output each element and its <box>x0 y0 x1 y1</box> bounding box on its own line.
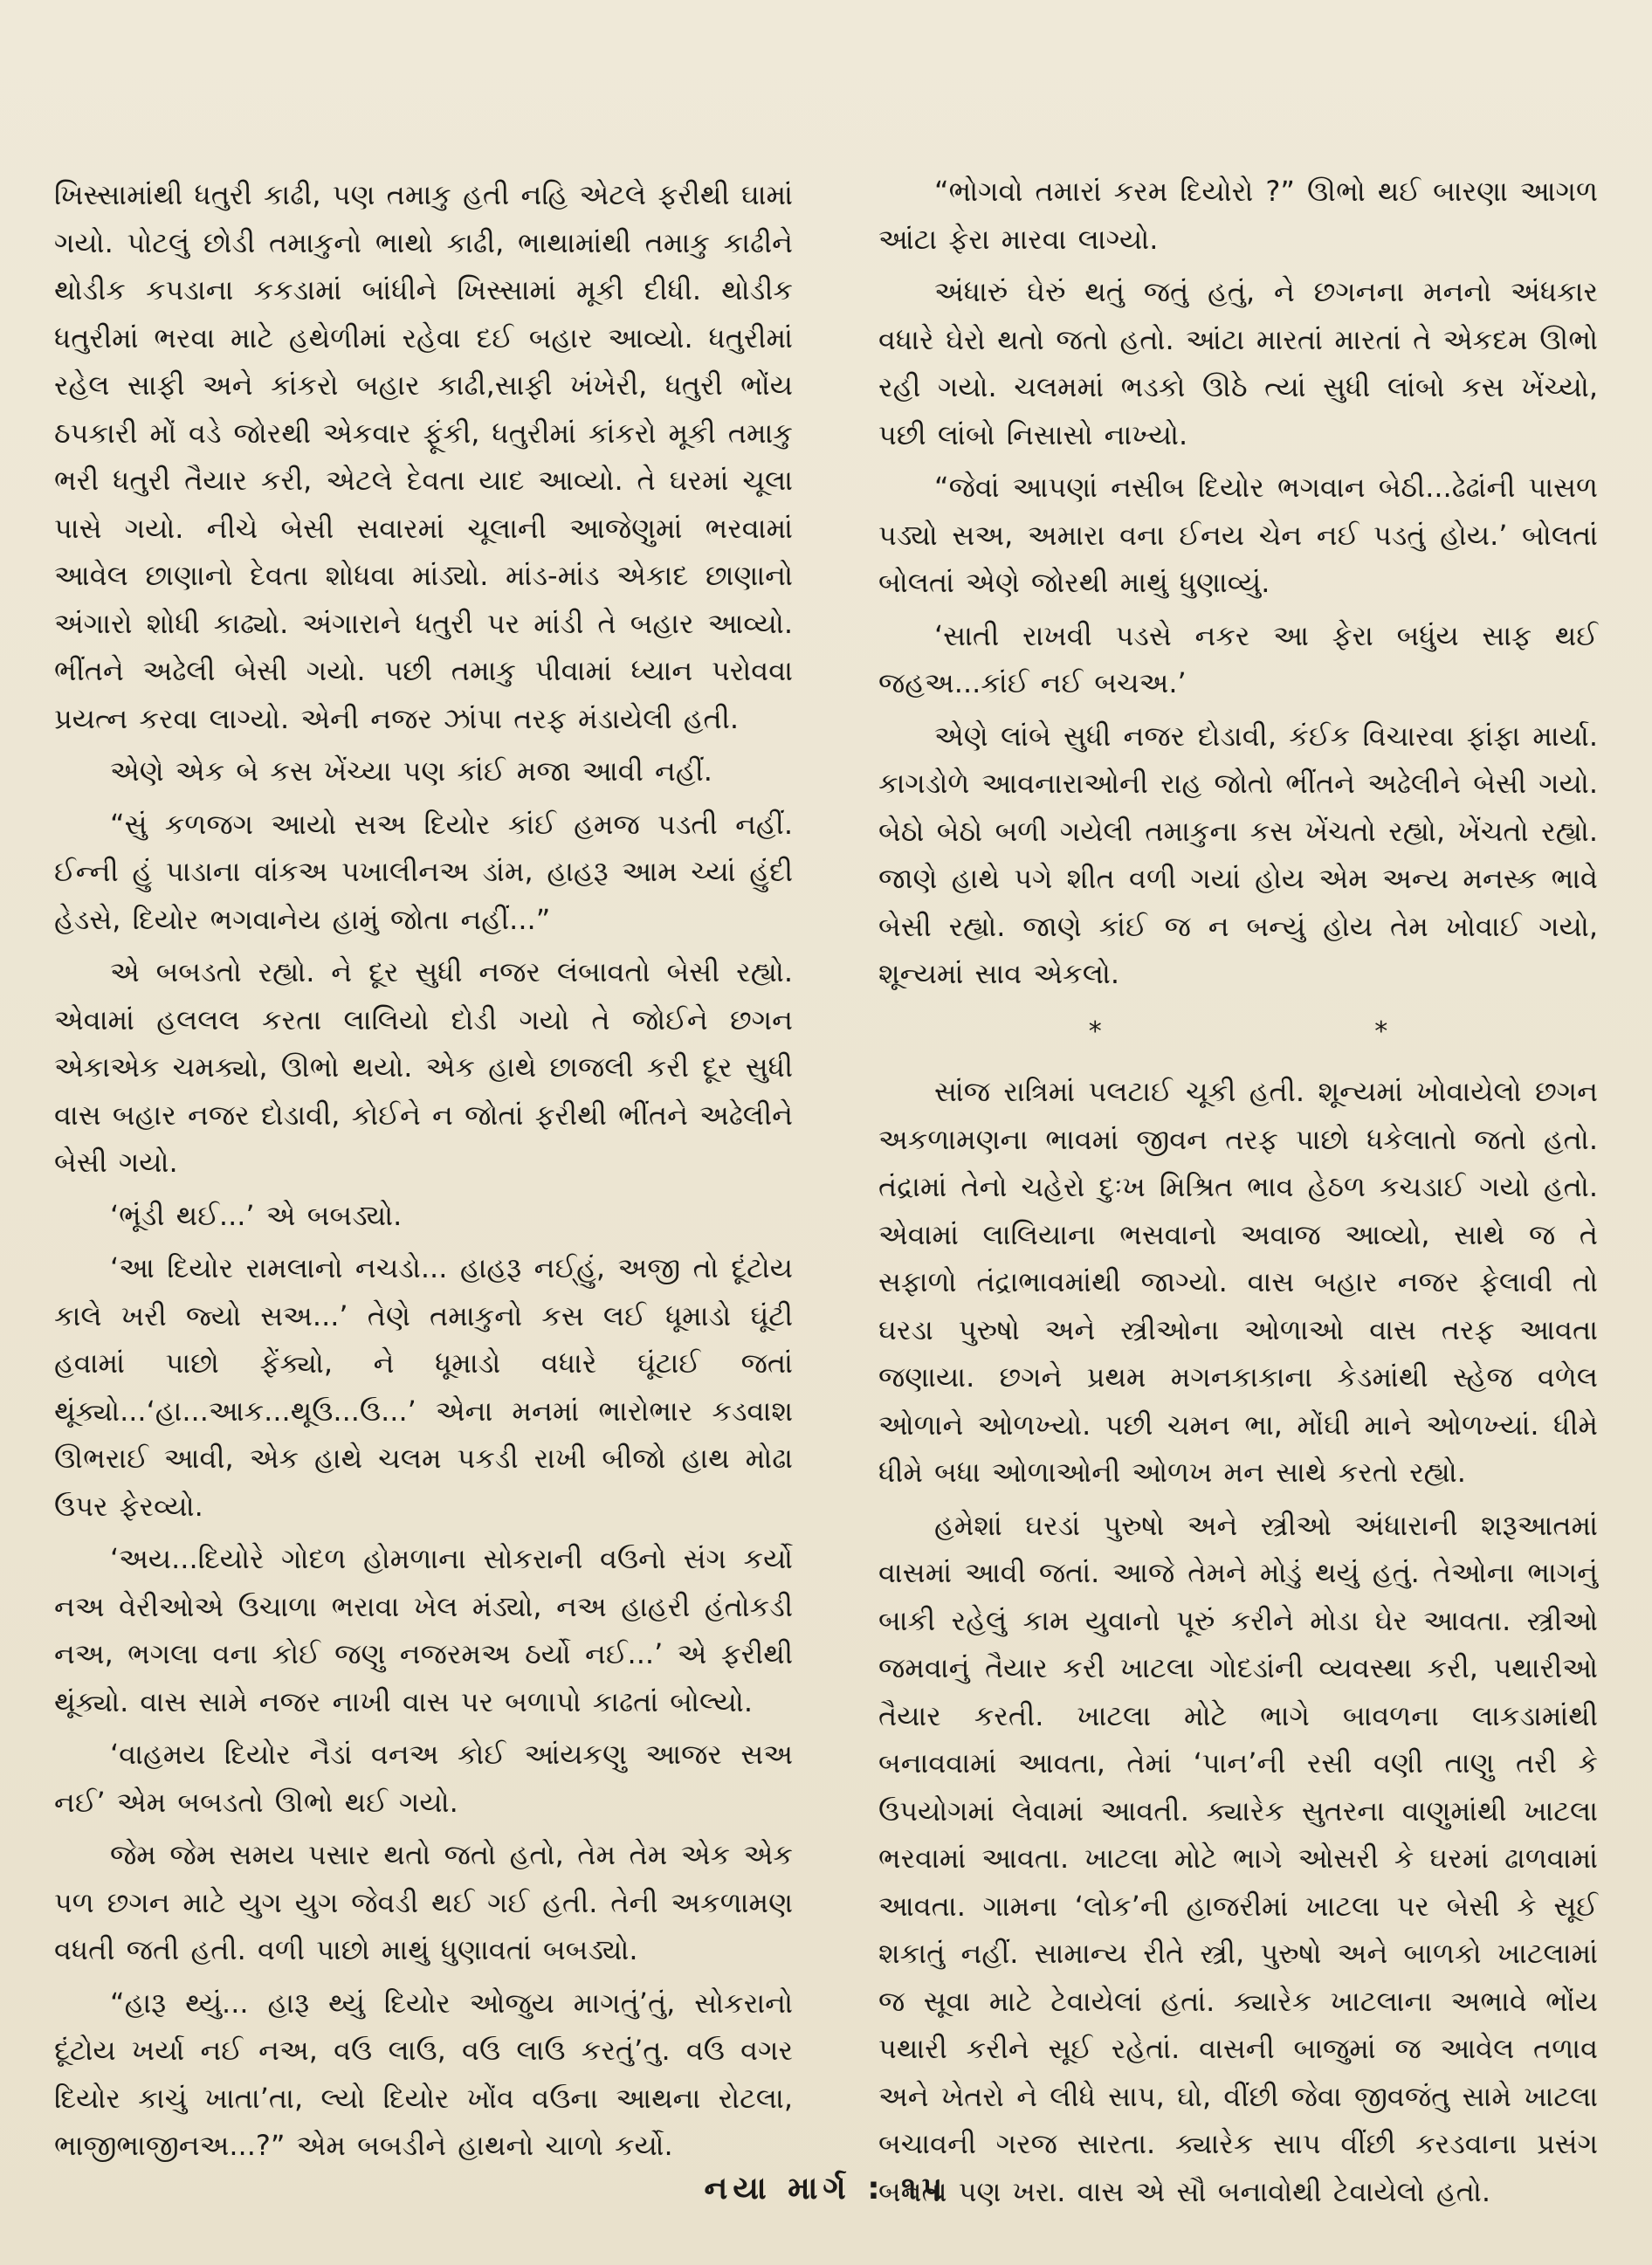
paragraph: એણે લાંબે સુધી નજર દોડાવી, કંઈક વિચારવા ફાંફા માર્યા. કાગડોળે આવનારાઓની રાહ જોતો ભીંતને અઢેલીને બેસી ગયો. બેઠો બેઠો બળી ગયેલી તમાકુના કસ ખેંચતો રહ્યો, ખેંચતો રહ્યો. જાણે હાથે પગે શીત વળી ગયાં હોય એમ અન્ય મનસ્ક ભાવે બેસી રહ્યો. જાણે કાંઈ જ ન બન્યું હોય તેમ ખોવાઈ ગયો, શૂન્યમાં સાવ એકલો. <box>878 719 1598 990</box>
left-column <box>54 171 793 2175</box>
paragraph: ‘વાહમય દિયોર નૈડાં વનઅ કોઈ આંયકણુ આજર સઅ નઈ’ એમ બબડતો ઊભો થઈ ગયો. <box>54 1738 793 1819</box>
paragraph: જેમ જેમ સમય પસાર થતો જતો હતો, તેમ તેમ એક એક પળ છગન માટે યુગ યુગ જેવડી થઈ ગઈ હતી. તેની અકળામણ વધતી જતી હતી. વળી પાછો માથું ધુણાવતાં બબડ્યો. <box>54 1838 793 1966</box>
paragraph: હમેશાં ઘરડાં પુરુષો અને સ્ત્રીઓ અંધારાની શરૂઆતમાં વાસમાં આવી જતાં. આજે તેમને મોડું થયું હતું. તેઓના ભાગનું બાકી રહેલું કામ યુવાનો પૂરું કરીને મોડા ઘેર આવતા. સ્ત્રીઓ જમવાનું તૈયાર કરી ખાટલા ગોદડાંની વ્યવસ્થા કરી, પથારીઓ તૈયાર કરતી. ખાટલા મોટે ભાગે બાવળના લાકડામાંથી બનાવવામાં આવતા, તેમાં ‘પાન’ની રસી વણી તાણુ તરી કે ઉપયોગમાં લેવામાં આવતી. ક્યારેક સુતરના વાણુમાંથી ખાટલા ભરવામાં આવતા. ખાટલા મોટે ભાગે ઓસરી કે ઘરમાં ઢાળવામાં આવતા. ગામના ‘લોક’ની હાજરીમાં ખાટલા પર બેસી કે સૂઈ શકાતું નહીં. સામાન્ય રીતે સ્ત્રી, પુરુષો અને બાળકો ખાટલામાં જ સૂવા માટે ટેવાયેલાં હતાં. ક્યારેક ખાટલાના અભાવે ભોંય પથારી કરીને સૂઈ રહેતાં. વાસની બાજુમાં જ આવેલ તળાવ અને ખેતરો ને લીધે સાપ, ઘો, વીંછી જેવા જીવજંતુ સામે ખાટલા બચાવની ગરજ સારતા. ક્યારેક સાપ વીંછી કરડવાના પ્રસંગ બનતા પણ ખરા. વાસ એ સૌ બનાવોથી ટેવાયેલો હતો. <box>878 1508 1598 2208</box>
paragraph: એ બબડતો રહ્યો. ને દૂર સુધી નજર લંબાવતો બેસી રહ્યો. એવામાં હલલલ કરતા લાલિયો દોડી ગયો તે જોઈને છગન એકાએક ચમક્યો, ઊભો થયો. એક હાથે છાજલી કરી દૂર સુધી વાસ બહાર નજર દોડાવી, કોઈને ન જોતાં ફરીથી ભીંતને અઢેલીને બેસી ગયો. <box>54 955 793 1179</box>
paragraph: ‘આ દિયોર રામલાનો નચડો... હાહરૂ નઈ્હું, અજી તો દૂંટોય કાલે ખરી જ્યો સઅ...’ તેણે તમાકુનો કસ લઈ ધૂમાડો ઘૂંટી હવામાં પાછો ફેંક્યો, ને ધૂમાડો વધારે ઘૂંટાઈ જતાં થૂંક્યો...‘હા...આક...થૂઉ...ઉ...’ એના મનમાં ભારોભાર કડવાશ ઊભરાઈ આવી, એક હાથે ચલમ પકડી રાખી બીજો હાથ મોઢા ઉપર ફેરવ્યો. <box>54 1251 793 1523</box>
paragraph: ‘સાતી રાખવી પડસે નકર આ ફેરા બધુંય સાફ થઈ જહઅ...કાંઈ નઈ બચઅ.’ <box>878 618 1598 699</box>
right-column <box>878 168 1598 2220</box>
paragraph: એણે એક બે કસ ખેંચ્યા પણ કાંઈ મજા આવી નહીં. <box>110 754 712 788</box>
paragraph: ‘ભૂંડી થઈ...’ એ બબડ્યો. <box>110 1198 403 1232</box>
paragraph: અંધારું ઘેરું થતું જતું હતું, ને છગનના મનનો અંધકાર વધારે ઘેરો થતો જતો હતો. આંટા મારતાં મારતાં તે એકદમ ઊભો રહી ગયો. ચલમમાં ભડકો ઊઠે ત્યાં સુધી લાંબો કસ ખેંચ્યો, પછી લાંબો નિસાસો નાખ્યો. <box>878 275 1598 451</box>
paragraph: ખિસ્સામાંથી ધતુરી કાઢી, પણ તમાકુ હતી નહિ એટલે ફરીથી ઘામાં ગયો. પોટલું છોડી તમાકુનો ભાથો કાઢી, ભાથામાંથી તમાકુ કાઢીને થોડીક કપડાના કકડામાં બાંધીને ખિસ્સામાં મૂકી દીધી. થોડીક ધતુરીમાં ભરવા માટે હથેળીમાં રહેવા દઈ બહાર આવ્યો. ધતુરીમાં રહેલ સાફી અને કાંકરો બહાર કાઢી,સાફી ખંખેરી, ધતુરી ભોંય ઠપકારી મોં વડે જોરથી એકવાર ફૂંકી, ધતુરીમાં કાંકરો મૂકી તમાકુ ભરી ધતુરી તૈયાર કરી, એટલે દેવતા યાદ આવ્યો. તે ઘરમાં ચૂલા પાસે ગયો. નીચે બેસી સવારમાં ચૂલાની આજેણુમાં ભરવામાં આવેલ છાણાનો દેવતા શોધવા માંડ્યો. માંડ-માંડ એકાદ છાણાનો અંગારો શોધી કાઢ્યો. અંગારાને ધતુરી પર માંડી તે બહાર આવ્યો. ભીંતને અઢેલી બેસી ગયો. પછી તમાકુ પીવામાં ધ્યાન પરોવવા પ્રયત્ન કરવા લાગ્યો. એની નજર ઝાંપા તરફ મંડાયેલી હતી. <box>54 178 793 735</box>
section-separator: * * <box>1088 1015 1519 1047</box>
paragraph: “સું કળજગ આયો સઅ દિયોર કાંઈ હમજ પડતી નહીં. ઈન્ની હું પાડાના વાંકઅ પખાલીનઅ ડાંમ, હાહરૂ આમ ચ્યાં હુંદી હેડસે, દિયોર ભગવાનેય હામું જોતા નહીં...” <box>54 807 793 936</box>
paragraph: “હારૂ થ્યું... હારૂ થ્યું દિયોર ઓજુય માગતું’તું, સોકરાનો દૂંટોય ખર્યા નઈ નઅ, વઉ લાઉ, વઉ લાઉ કરતું’તુ. વઉ વગર દિયોર કાચું ખાતા’તા, લ્યો દિયોર ખોંવ વઉના આથના રોટલા, ભાજીભાજીનઅ...?” એમ બબડીને હાથનો ચાળો કર્યો. <box>54 1986 793 2162</box>
paragraph: “જેવાં આપણાં નસીબ દિયોર ભગવાન બેઠી...ઢેઢાંની પાસળ પડ્યો સઅ, અમારા વના ઈનય ચેન નઈ પડતું હોય.’ બોલતાં બોલતાં એણે જોરથી માથું ધુણાવ્યું. <box>878 471 1598 599</box>
page-footer: નયા માર્ગ : ૧૫ <box>704 2171 948 2206</box>
paragraph: ‘અય...દિયોરે ગોદળ હોમળાના સોકરાની વઉનો સંગ કર્યો નઅ વેરીઓએ ઉચાળા ભરાવા ખેલ મંડ્યો, નઅ હાહરી હંતોકડી નઅ, ભગલા વના કોઈ જણુ નજરમઅ ઠર્યો નઈ...’ એ ફરીથી થૂંક્યો. વાસ સામે નજર નાખી વાસ પર બળાપો કાઢતાં બોલ્યો. <box>54 1542 793 1718</box>
paragraph: “ભોગવો તમારાં કરમ દિયોરો ?” ઊભો થઈ બારણા આગળ આંટા ફેરા મારવા લાગ્યો. <box>878 175 1598 256</box>
paragraph: સાંજ રાત્રિમાં પલટાઈ ચૂકી હતી. શૂન્યમાં ખોવાયેલો છગન અકળામણના ભાવમાં જીવન તરફ પાછો ધકેલાતો જતો હતો. તંદ્રામાં તેનો ચહેરો દુઃખ મિશ્રિત ભાવ હેઠળ કચડાઈ ગયો હતો. એવામાં લાલિયાના ભસવાનો અવાજ આવ્યો, સાથે જ તે સફાળો તંદ્રાભાવમાંથી જાગ્યો. વાસ બહાર નજર ફેલાવી તો ઘરડા પુરુષો અને સ્ત્રીઓના ઓળાઓ વાસ તરફ આવતા જણાયા. છગને પ્રથમ મગનકાકાના કેડમાંથી સ્હેજ વળેલ ઓળાને ઓળખ્યો. પછી ચમન ભા, મોંઘી માને ઓળખ્યાં. ધીમે ધીમે બધા ઓળાઓની ઓળખ મન સાથે કરતો રહ્યો. <box>878 1075 1598 1489</box>
